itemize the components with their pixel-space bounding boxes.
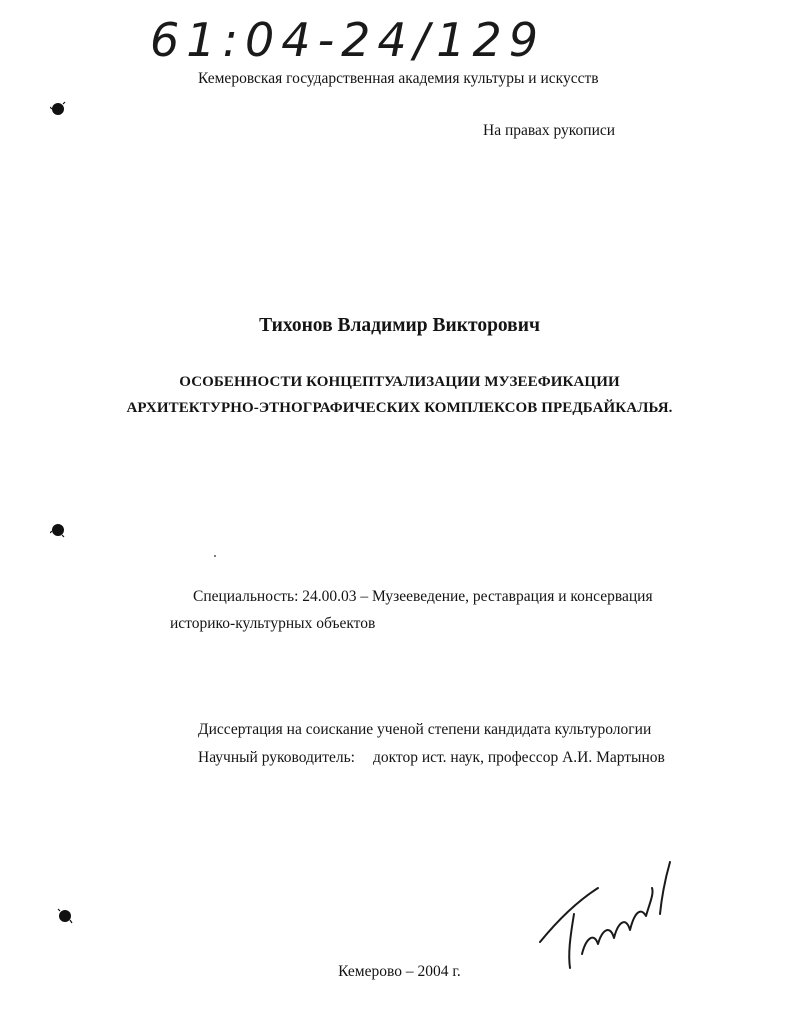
punch-hole-icon xyxy=(50,522,66,538)
supervisor-label: Научный руководитель: xyxy=(198,749,355,766)
dissertation-title-line-1: ОСОБЕННОСТИ КОНЦЕПТУАЛИЗАЦИИ МУЗЕЕФИКАЦИИ xyxy=(179,374,620,390)
supervisor-line xyxy=(198,749,665,767)
specialty-line-2: историко-культурных объектов xyxy=(170,615,376,632)
specialty-line-1: Специальность: 24.00.03 – Музееведение, реставрация и консервация xyxy=(193,588,653,605)
institution-name: Кемеровская государственная академия культуры и искусств xyxy=(198,70,599,87)
manuscript-rights-note: На правах рукописи xyxy=(483,122,616,139)
dissertation-title-line-2: АРХИТЕКТУРНО-ЭТНОГРАФИЧЕСКИХ КОМПЛЕКСОВ ПРЕДБАЙКАЛЬЯ. xyxy=(126,400,673,416)
punch-hole-icon xyxy=(50,101,66,117)
handwritten-archive-code: 61:04-24/129 xyxy=(150,13,545,67)
supervisor-name: доктор ист. наук, профессор А.И. Мартынов xyxy=(372,749,665,766)
scan-speck xyxy=(214,555,216,557)
degree-statement: Диссертация на соискание ученой степени кандидата культурологии xyxy=(198,721,652,738)
author-name: Тихонов Владимир Викторович xyxy=(259,315,540,336)
punch-hole-icon xyxy=(57,908,73,924)
signature-icon xyxy=(528,858,678,978)
city-year: Кемерово – 2004 г. xyxy=(338,963,461,980)
